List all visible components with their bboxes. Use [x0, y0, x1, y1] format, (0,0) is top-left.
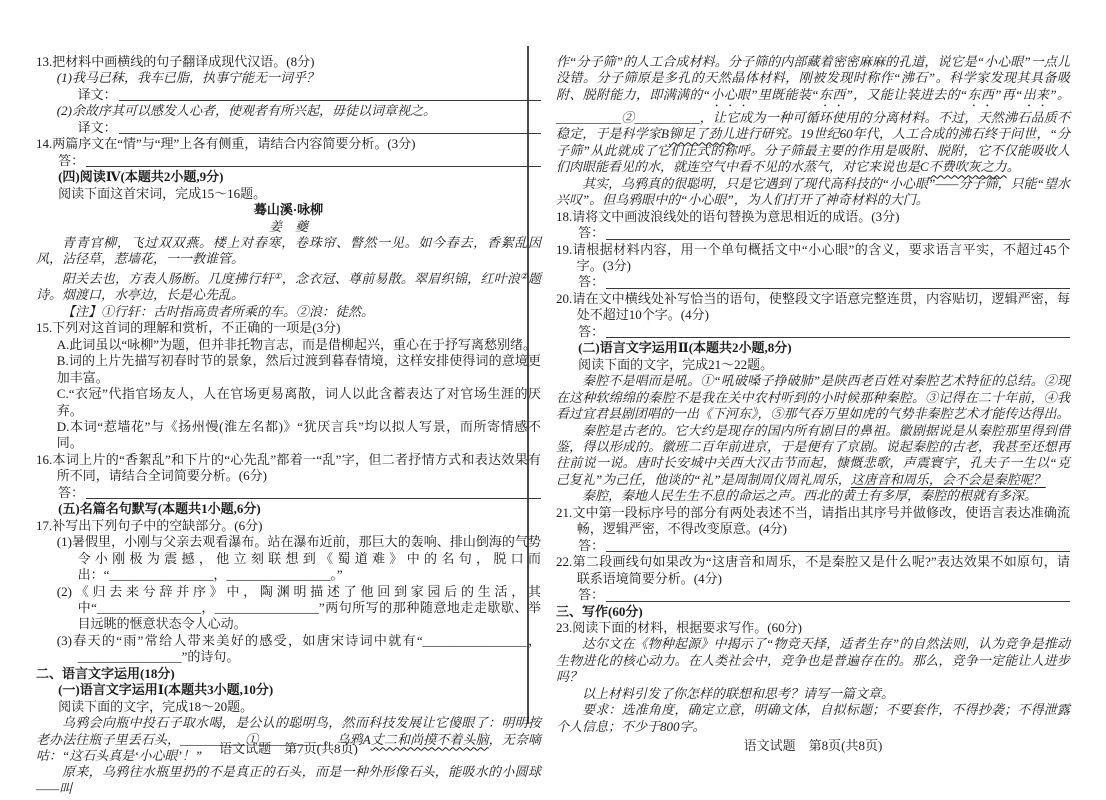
emphasized-word: 小心眼 [710, 86, 751, 102]
passage-text: ，让它成为一种可循环使用的分离材料。不过，天然沸石品质不稳定，于是科学家B [556, 109, 1070, 142]
question-18-stem: 18.请将文中画波浪线处的语句替换为意思相近的成语。(3分) [556, 208, 900, 224]
question-23-stem: 23.阅读下面的材料，根据要求写作。(60分) [556, 619, 802, 635]
fill-blank-1: __________①__________ [180, 731, 324, 747]
crow-conclusion-paragraph: 其实，乌鸦真的很聪明，只是它遇到了现代高科技的“小心眼”——分子筛，只能“望水兴叹”。但乌鸦眼中的“小心眼”，为人们打开了神奇材料的大门。 [556, 175, 1070, 208]
part-2-sub-1-heading: (一)语言文字运用Ⅰ(本题共3小题,10分) [58, 682, 274, 698]
poem-stanza-2-text: 阳关去也，方表人肠断。几度拂行轩 [62, 270, 274, 286]
section-5-heading: (五)名篇名句默写(本题共1小题,6分) [58, 501, 261, 517]
emphasized-word: 东西 [818, 86, 846, 102]
reading-instruction-21-22: 阅读下面的文字，完成21～22题。 [578, 356, 774, 372]
answer-blank-rule [86, 498, 541, 499]
answer-blank-rule [606, 239, 1070, 240]
translation-line-2 [78, 120, 541, 136]
fill-blank-2: __________②__________ [556, 109, 700, 125]
question-21-stem: 21.文中第一段标序号的部分有两处表述不当，请指出其序号并做修改，使语言表达准确流畅，逻辑严密，不得改变原意。(4分) [556, 504, 1070, 537]
translation-label: 译文： [77, 119, 117, 135]
question-13-stem: 13.把材料中画横线的句子翻译成现代汉语。(8分) [36, 54, 315, 69]
question-17-item-1: (1)暑假里，小刚与父亲去观看瀑布。站在瀑布近前，那巨大的轰响、排山倒海的气势令小刚极为震撼，他立刻联想到《蜀道难》中的名句，脱口而出：“________________，________________。” [56, 534, 541, 583]
essay-material-paragraph: 达尔文在《物种起源》中揭示了“物竞天择，适者生存”的自然法则，认为竞争是推动生物进化的核心动力。在人类社会中，竞争也是普遍存在的。那么，竞争一定能让人进步吗？ [556, 636, 1070, 685]
answer-line-q16 [58, 485, 541, 501]
answer-blank-rule [119, 133, 541, 134]
question-22-stem: 22.第二段画线句如果改为“这唐音和周乐，不是秦腔又是什么呢?”表达效果不如原句，请联系语境简要分析。(4分) [556, 554, 1070, 586]
passage-text: ”里既能装“ [750, 86, 819, 102]
question-13-sentence-1: (1)我马已秣，我车已脂，执事宁能无一词乎？ [56, 70, 319, 86]
question-15-option-d: D.本词“惹墙花”与《扬州慢(淮左名都)》“犹厌言兵”均以拟人写景，而所寄情感不同。 [56, 418, 541, 451]
molecular-sieve-paragraph [556, 54, 1070, 176]
answer-line-q18 [578, 225, 1070, 241]
qinqiang-paragraph-2 [556, 423, 1070, 489]
passage-text: 作“分子筛”的人工合成材料。分子筛的内部藏着密密麻麻的孔道，说它是“小心眼”一点儿没错。分子筛原是多孔的天然晶体材料，刚被发现时称作“沸石”。科学家发现其具备吸附、脱附能力，即满满的“ [556, 54, 1070, 102]
page-7-footer: 语文试题 第7页(共8页) [219, 741, 358, 756]
emphasized-word: 出来 [1022, 86, 1050, 102]
poem-stanza-1: 青青官柳，飞过双双燕。楼上对春寒，卷珠帘、瞥然一见。如今春去，香絮乱因风，沾径草，惹墙花，一一教谁管。 [36, 234, 541, 267]
translation-label: 译文： [77, 86, 117, 102]
answer-line-q19 [578, 274, 1070, 290]
question-13-sentence-2: (2)余故序其可以感发人心者，使观者有所兴起，毋徒以词章视之。 [56, 103, 436, 119]
passage-text: ”，又能让装进去的“ [845, 86, 968, 102]
poem-title: 蓦山溪·咏柳 [253, 202, 324, 218]
answer-label: 答： [58, 484, 85, 500]
reading-instruction-ci: 阅读下面这首宋词，完成15～16题。 [58, 185, 267, 201]
wavy-underlined-phrase-a: 丈二和尚摸不着头脑 [370, 731, 489, 747]
part-2-sub-2-heading: (二)语言文字运用Ⅱ(本题共2小题,8分) [578, 340, 792, 356]
question-15-option-a: A.此词虽以“咏柳”为题，但并非托物言志，而是借柳起兴，重心在于抒写离愁别绪。 [56, 336, 536, 352]
answer-label: 答： [578, 323, 605, 339]
question-19-stem: 19.请根据材料内容，用一个单句概括文中“小心眼”的含义，要求语言平实，不超过45个字。(3分) [556, 241, 1070, 273]
passage-text: 秦腔是古老的。它大约是现存的国内所有剧目的鼻祖。徽剧据说是从秦腔那里得到借鉴，得以形成的。徽班二百年前进京，于是便有了京剧。说起秦腔的古老，我甚至还想再往前说一说。唐时长安城中关西大汉击节而起，慷慨悲歌，声震寰宇，孔夫子一生以“克己复礼”为己任，他谈的“礼”是周制周仪周礼周乐， [556, 422, 1070, 487]
part-2-heading: 二、语言文字运用(18分) [36, 665, 175, 681]
answer-line-q14 [58, 153, 541, 169]
answer-label: 答： [578, 537, 605, 553]
question-14-stem: 14.两篇序文在“情”与“理”上各有侧重，请结合内容简要分析。(3分) [36, 136, 416, 152]
answer-label: 答： [578, 587, 605, 603]
essay-requirements-paragraph: 要求：选准角度，确定立意，明确文体，自拟标题；不要套作，不得抄袭；不得泄露个人信息；不少于800字。 [556, 702, 1070, 734]
wavy-underlined-phrase-b: 铆足了劲儿 [668, 126, 735, 142]
question-17-stem: 17.补写出下列句子中的空缺部分。(6分) [36, 517, 263, 533]
page-8-footer: 语文试题 第8页(共8页) [743, 738, 883, 753]
question-15-option-c: C.“衣冠”代指官场友人，人在官场更易离散，词人以此含蓄表达了对官场生涯的厌弃。 [56, 386, 541, 418]
question-20-stem: 20.请在文中横线处补写恰当的语句，使整段文字语意完整连贯，内容贴切，逻辑严密，每处不超过10个字。(4分) [556, 290, 1070, 323]
qinqiang-paragraph-3: 秦腔，秦地人民生生不息的命运之声。西北的黄土有多厚，秦腔的根就有多深。 [582, 488, 1038, 504]
passage-text: ”。 [1049, 86, 1070, 102]
poem-stanza-2-text: ，念衣冠、尊前易散。翠眉织锦，红叶浪 [281, 270, 521, 286]
translation-line-1 [78, 87, 541, 103]
answer-line-q21 [578, 538, 1070, 554]
crow-passage-paragraph-2: 原来，乌鸦往水瓶里扔的不是真正的石头，而是一种外形像石头，能吸水的小圆球——叫 [36, 764, 541, 796]
answer-line-q22 [578, 587, 1070, 603]
passage-text: 乌鸦会向瓶中投石子取水喝，是公认的聪明鸟，然而科技发展让它傻眼了：明明按老办法往瓶子里丢石头， [36, 715, 541, 747]
footnote-marker-1: ① [273, 270, 282, 281]
answer-label: 答： [578, 225, 605, 241]
passage-text: 。乌鸦A [323, 731, 371, 747]
answer-blank-rule [119, 100, 541, 101]
answer-blank-rule [606, 288, 1070, 289]
question-17-item-3: (3)春天的“雨”常给人带来美好的感受，如唐宋诗词中就有“________________，________________”的诗句。 [56, 632, 541, 665]
question-17-item-2: (2)《归去来兮辞并序》中，陶渊明描述了他回到家园后的生活，其中“________________，________________”两句所写的那种随意地走走歇歇、举目远眺的惬意状态令人心动。 [56, 583, 541, 632]
answer-label: 答： [58, 152, 85, 168]
answer-line-q20 [578, 324, 1070, 340]
question-15-option-b: B.词的上片先描写初春时节的景象，然后过渡到暮春情境，这样安排使得词的意境更加丰富。 [56, 353, 541, 385]
wavy-underlined-phrase-c: 不费吹灰之力 [928, 159, 1007, 175]
passage-text: 。 [1006, 159, 1020, 175]
part-3-heading: 三、写作(60分) [556, 603, 643, 619]
poem-stanza-2-text: 题诗。烟渡口，水亭边，长是心先乱。 [36, 270, 541, 303]
underlined-sentence: 这唐音和周乐，会不会是秦腔呢？ [850, 471, 1046, 487]
qinqiang-paragraph-1: 秦腔不是唱而是吼。①“吼破嗓子挣破肺”是陕西老百姓对秦腔艺术特征的总结。②现在这种软绵绵的秦腔不是我在关中农村听到的小时候那种秦腔。③记得在二十年前，④我看过宜君县剧团唱的一出《下河东》，⑤那气吞万里如虎的气势非秦腔艺术才能传达得出。 [556, 373, 1070, 422]
emphasized-word: 东西 [967, 86, 995, 102]
answer-blank-rule [606, 551, 1070, 552]
reading-instruction-18-20: 阅读下面的文字，完成18～20题。 [58, 698, 254, 714]
footnote-marker-2: ② [520, 270, 528, 281]
poem-stanza-2 [36, 268, 541, 304]
answer-blank-rule [606, 337, 1070, 338]
answer-label: 答： [578, 274, 605, 290]
poem-author: 姜 夔 [268, 218, 308, 234]
page-7-column [36, 54, 541, 797]
section-4-heading: (四)阅读Ⅳ(本题共2小题,9分) [58, 169, 224, 185]
passage-text: ，无奈嘀咕：“这石头真是‘小心眼’！” [36, 731, 541, 764]
question-16-stem: 16.本词上片的“香絮乱”和下片的“心先乱”都着一“乱”字，但二者抒情方式和表达效果有所不同，请结合全词简要分析。(6分) [36, 451, 541, 484]
passage-text: ”再“ [994, 86, 1023, 102]
page-8-column [556, 54, 1070, 735]
answer-blank-rule [606, 601, 1070, 602]
essay-prompt-paragraph: 以上材料引发了你怎样的联想和思考？请写一篇文章。 [582, 685, 895, 701]
passage-text: 进行研究。19世纪60年代，人工合成的沸石终于问世，“分子筛”从此就成了它们正式的称呼。分子筛最主要的作用是吸附、脱附，它不仅能吸收人们肉眼能看见的水，就连空气中看不见的水蒸气，对它来说也是C [556, 126, 1070, 175]
poem-footnotes: 【注】①行轩：古时指高贵者所乘的车。②浪：徒然。 [62, 303, 375, 319]
question-15-stem: 15.下列对这首词的理解和赏析，不正确的一项是(3分) [36, 320, 341, 336]
answer-blank-rule [86, 166, 541, 167]
